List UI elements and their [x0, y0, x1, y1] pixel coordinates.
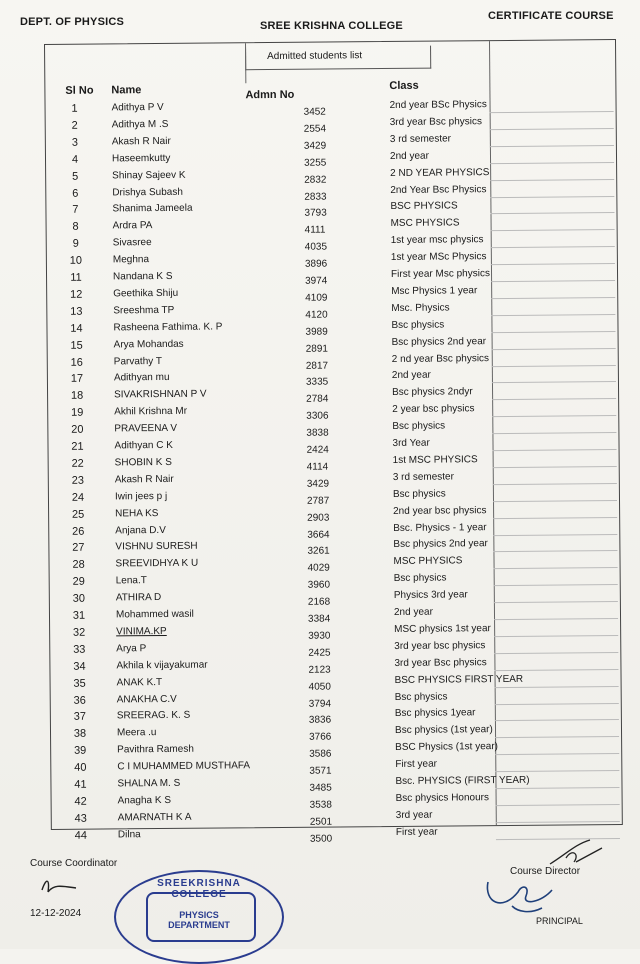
row-name: Parvathy T [113, 355, 162, 367]
row-name: Adithyan C K [114, 439, 173, 452]
row-admn-no: 3794 [308, 698, 332, 710]
row-rule-line [491, 314, 615, 316]
row-name: Dilna [117, 828, 141, 841]
row-sl-no: 9 [72, 237, 79, 250]
row-rule-line [492, 331, 616, 333]
row-class: 2nd year [391, 370, 431, 382]
row-admn-no: 2424 [306, 444, 329, 456]
row-admn-no: 3500 [309, 833, 333, 845]
row-class: 1st year MSc Physics [390, 251, 487, 264]
row-name: Akhila k vijayakumar [116, 659, 208, 672]
row-name: Ardra PA [112, 220, 153, 232]
row-class: 2nd Year Bsc Physics [390, 183, 487, 196]
row-rule-line [491, 229, 615, 231]
row-sl-no: 39 [73, 744, 87, 757]
row-admn-no: 3836 [308, 714, 332, 727]
row-admn-no: 2787 [306, 495, 330, 507]
row-rule-line [493, 466, 617, 468]
row-sl-no: 41 [74, 778, 87, 791]
row-rule-line [494, 584, 618, 586]
row-name: PRAVEENA V [114, 422, 178, 435]
row-sl-no: 23 [71, 474, 84, 487]
row-name: SHALNA M. S [117, 777, 181, 790]
principal-label: PRINCIPAL [536, 916, 583, 926]
row-rule-line [490, 128, 614, 130]
row-rule-line [494, 669, 618, 671]
row-class: Bsc physics [391, 319, 445, 331]
row-admn-no: 3793 [304, 207, 327, 220]
row-name: Akhil Krishna Mr [114, 405, 188, 418]
row-class: 2nd year bsc physics [393, 504, 487, 517]
row-rule-line [490, 179, 614, 181]
row-admn-no: 3335 [305, 376, 329, 389]
row-rule-line [490, 212, 614, 214]
row-class: 3 rd semester [392, 471, 454, 483]
row-sl-no: 11 [70, 271, 82, 284]
row-class: 2nd year [389, 150, 429, 162]
row-admn-no: 3255 [303, 157, 327, 169]
row-sl-no: 32 [72, 626, 86, 639]
header-sl-no: Sl No [65, 84, 94, 97]
row-class: Bsc physics [394, 691, 448, 703]
row-sl-no: 12 [70, 288, 83, 301]
row-name: Lena.T [115, 575, 147, 587]
row-sl-no: 29 [72, 575, 85, 588]
header-name: Name [111, 84, 142, 97]
row-class: Bsc physics 2nd year [393, 538, 488, 551]
row-sl-no: 35 [73, 677, 86, 690]
row-admn-no: 3452 [303, 106, 326, 118]
row-admn-no: 2554 [303, 123, 327, 135]
row-name: Meera .u [116, 727, 157, 739]
row-name: Adithyan mu [113, 372, 170, 384]
admitted-students-table [44, 39, 623, 845]
row-admn-no: 3930 [308, 630, 331, 642]
row-class: 2 ND YEAR PHYSICS [390, 166, 490, 179]
row-sl-no: 17 [70, 373, 84, 386]
row-rule-line [490, 145, 614, 147]
row-class: 3rd year Bsc physics [389, 116, 483, 128]
row-name: VISHNU SURESH [115, 541, 198, 553]
row-rule-line [493, 550, 617, 552]
row-sl-no: 1 [71, 102, 78, 115]
row-name: Meghna [112, 254, 150, 266]
row-admn-no: 2832 [304, 174, 327, 186]
row-sl-no: 7 [72, 204, 79, 217]
row-name: Sivasree [112, 237, 152, 249]
row-rule-line [494, 567, 618, 569]
row-class: 2 nd year Bsc physics [391, 352, 490, 365]
row-sl-no: 31 [72, 609, 86, 622]
row-class: Bsc physics Honours [395, 792, 490, 804]
row-admn-no: 3429 [306, 478, 330, 490]
row-rule-line [493, 517, 617, 519]
row-rule-line [491, 280, 615, 282]
row-admn-no: 3896 [304, 258, 328, 270]
row-name: Arya P [116, 642, 147, 655]
row-admn-no: 4111 [304, 224, 326, 237]
row-class: MSC physics 1st year [394, 623, 491, 635]
row-class: Msc Physics 1 year [391, 285, 478, 297]
row-admn-no: 4029 [307, 562, 330, 575]
row-name: Arya Mohandas [113, 338, 184, 350]
row-rule-line [490, 196, 614, 198]
principal-signature [482, 872, 562, 920]
row-class: Bsc physics 1year [394, 707, 476, 720]
row-rule-line [495, 719, 619, 721]
header-admn-no: Admn No [245, 88, 295, 102]
row-rule-line [495, 770, 619, 772]
coordinator-signature [40, 874, 80, 896]
row-sl-no: 16 [70, 356, 83, 369]
row-class: 1st year msc physics [390, 234, 484, 247]
row-class: Bsc physics [392, 420, 446, 433]
row-name: SIVAKRISHNAN P V [114, 388, 207, 401]
row-name: Sreeshma TP [113, 304, 175, 317]
row-class: 3rd year bsc physics [394, 639, 486, 652]
row-sl-no: 15 [70, 339, 83, 352]
row-admn-no: 3261 [307, 545, 330, 558]
row-sl-no: 25 [71, 508, 85, 521]
row-admn-no: 2168 [307, 596, 331, 608]
row-name: Akash R Nair [111, 135, 171, 148]
row-admn-no: 4120 [305, 309, 328, 321]
row-sl-no: 27 [72, 542, 85, 555]
course-director-label: Course Director [510, 866, 581, 877]
row-rule-line [491, 297, 615, 299]
row-admn-no: 4050 [308, 681, 331, 693]
row-rule-line [494, 601, 618, 603]
row-rule-line [492, 415, 616, 417]
row-name: Anagha K S [117, 794, 172, 807]
row-admn-no: 3571 [309, 765, 332, 777]
row-class: 1st MSC PHYSICS [392, 454, 478, 466]
row-name: Haseemkutty [111, 152, 171, 165]
row-rule-line [490, 111, 614, 113]
row-rule-line [496, 821, 620, 823]
row-name: Adithya P V [111, 101, 164, 114]
row-admn-no: 3838 [306, 427, 329, 439]
course-heading: CERTIFICATE COURSE [488, 10, 614, 22]
row-class: MSC PHYSICS [390, 217, 460, 230]
row-rule-line [496, 787, 620, 789]
row-rule-line [495, 703, 619, 705]
row-admn-no: 2425 [308, 647, 331, 659]
row-class: BSC PHYSICS FIRST YEAR [394, 673, 524, 686]
row-sl-no: 10 [69, 254, 83, 267]
row-name: ATHIRA D [115, 592, 162, 604]
row-sl-no: 2 [71, 119, 78, 132]
row-admn-no: 2891 [305, 343, 328, 355]
row-rule-line [493, 483, 617, 485]
seal-college-name: SREEKRISHNA COLLEGE [157, 878, 241, 900]
row-sl-no: 40 [74, 761, 87, 774]
row-name: Adithya M .S [111, 118, 169, 131]
row-name: VINIMA.KP [116, 625, 167, 638]
row-sl-no: 44 [74, 829, 88, 842]
row-admn-no: 3664 [307, 529, 330, 541]
row-name: NEHA KS [115, 507, 159, 519]
row-rule-line [492, 381, 616, 383]
row-name: Pavithra Ramesh [117, 743, 194, 756]
row-sl-no: 28 [72, 558, 85, 572]
row-name: Geethika Shiju [113, 287, 179, 300]
row-class: 2nd year [393, 606, 433, 618]
row-rule-line [492, 398, 616, 400]
row-admn-no: 2123 [308, 664, 331, 676]
course-coordinator-label: Course Coordinator [30, 858, 118, 869]
row-class: Bsc physics (1st year) [394, 724, 493, 737]
row-name: Shinay Sajeev K [112, 169, 186, 182]
row-sl-no: 24 [71, 491, 85, 504]
signature-date: 12-12-2024 [30, 908, 82, 919]
row-sl-no: 26 [72, 525, 85, 538]
row-admn-no: 3960 [307, 579, 331, 591]
college-heading: SREE KRISHNA COLLEGE [260, 20, 403, 32]
row-rule-line [492, 432, 616, 434]
row-class: 2 year bsc physics [392, 403, 475, 416]
row-admn-no: 2784 [306, 393, 329, 406]
row-sl-no: 22 [71, 457, 84, 470]
row-class: 3 rd semester [389, 133, 452, 145]
row-sl-no: 14 [70, 322, 83, 335]
row-rule-line [493, 534, 617, 536]
row-admn-no: 2817 [305, 360, 329, 372]
row-class: MSC PHYSICS [393, 555, 463, 568]
row-class: 2nd year BSc Physics [389, 99, 487, 111]
row-admn-no: 3586 [309, 748, 332, 760]
row-admn-no: 3766 [309, 731, 332, 744]
row-name: Rasheena Fathima. K. P [113, 321, 223, 334]
row-rule-line [494, 635, 618, 637]
table-caption: Admitted students list [267, 50, 363, 63]
row-sl-no: 42 [74, 795, 87, 808]
row-admn-no: 3306 [306, 410, 329, 422]
row-name: ANAK K.T [116, 676, 163, 688]
row-name: Nandana K S [112, 270, 173, 283]
row-sl-no: 4 [71, 153, 79, 166]
row-name: C I MUHAMMED MUSTHAFA [117, 760, 251, 773]
table-row [52, 825, 622, 847]
row-rule-line [494, 618, 618, 620]
row-admn-no: 4035 [304, 241, 328, 253]
row-class: 3rd year [395, 809, 433, 821]
row-sl-no: 33 [73, 643, 86, 656]
row-class: Bsc physics [393, 572, 447, 585]
row-name: Anjana D.V [115, 524, 166, 536]
row-class: BSC PHYSICS [390, 200, 458, 213]
row-class: Bsc physics 2nd year [391, 335, 487, 348]
row-name: SHOBIN K S [114, 456, 172, 469]
row-admn-no: 3989 [305, 326, 328, 338]
row-class: First year [395, 826, 438, 838]
row-class: Bsc. PHYSICS (FIRST YEAR) [395, 774, 530, 787]
row-name: Mohammed wasil [115, 608, 194, 621]
row-name: Akash R Nair [114, 473, 174, 486]
row-class: Bsc physics [392, 488, 446, 500]
row-sl-no: 20 [71, 423, 84, 436]
department-heading: DEPT. OF PHYSICS [20, 16, 125, 28]
row-name: ANAKHA C.V [116, 693, 177, 705]
row-rule-line [493, 449, 617, 451]
row-admn-no: 4109 [305, 292, 328, 304]
row-class: Bsc. Physics - 1 year [393, 521, 487, 534]
row-name: Iwin jees p j [114, 490, 168, 503]
row-sl-no: 38 [73, 727, 87, 741]
row-sl-no: 34 [73, 660, 86, 673]
row-rule-line [492, 348, 616, 350]
seal-department-name: PHYSICS DEPARTMENT [168, 910, 230, 930]
row-class: Bsc physics 2ndyr [392, 386, 473, 399]
header-class: Class [389, 79, 419, 92]
row-admn-no: 3384 [307, 613, 331, 625]
row-sl-no: 5 [72, 170, 79, 183]
row-class: First year [395, 758, 438, 771]
row-sl-no: 37 [73, 711, 87, 724]
row-class: 3rd year Bsc physics [394, 656, 487, 669]
department-seal [114, 870, 284, 964]
row-sl-no: 6 [72, 187, 79, 200]
row-rule-line [491, 263, 615, 265]
director-signature [546, 836, 606, 870]
row-sl-no: 3 [71, 136, 78, 149]
row-class: First year Msc physics [390, 268, 490, 280]
row-sl-no: 30 [72, 592, 86, 605]
row-sl-no: 18 [70, 389, 84, 403]
row-rule-line [491, 246, 615, 248]
row-rule-line [496, 804, 620, 806]
row-name: SREEVIDHYA K U [115, 557, 199, 570]
row-sl-no: 19 [71, 406, 84, 419]
row-sl-no: 21 [71, 440, 84, 453]
row-sl-no: 13 [70, 305, 83, 318]
row-rule-line [495, 736, 619, 738]
row-rule-line [490, 162, 614, 164]
row-admn-no: 4114 [306, 461, 329, 473]
row-admn-no: 3429 [303, 140, 327, 152]
row-sl-no: 36 [73, 694, 86, 707]
row-admn-no: 2833 [304, 191, 327, 203]
row-rule-line [493, 500, 617, 502]
row-sl-no: 8 [72, 221, 79, 234]
row-rule-line [494, 652, 618, 654]
row-rule-line [495, 753, 619, 755]
row-rule-line [492, 365, 616, 367]
row-class: Physics 3rd year [393, 589, 468, 602]
row-name: Shanima Jameela [112, 203, 193, 215]
row-sl-no: 43 [74, 812, 87, 825]
row-name: Drishya Subash [112, 186, 183, 198]
row-name: SREERAG. K. S [116, 710, 191, 722]
row-class: BSC Physics (1st year) [395, 741, 499, 754]
row-admn-no: 2501 [309, 816, 333, 828]
row-admn-no: 3485 [309, 782, 332, 794]
row-admn-no: 3974 [305, 275, 328, 287]
row-class: 3rd Year [392, 437, 430, 449]
row-name: AMARNATH K A [117, 811, 192, 824]
row-admn-no: 2903 [307, 512, 330, 524]
row-admn-no: 3538 [309, 799, 332, 811]
row-rule-line [495, 686, 619, 688]
row-class: Msc. Physics [391, 302, 450, 314]
